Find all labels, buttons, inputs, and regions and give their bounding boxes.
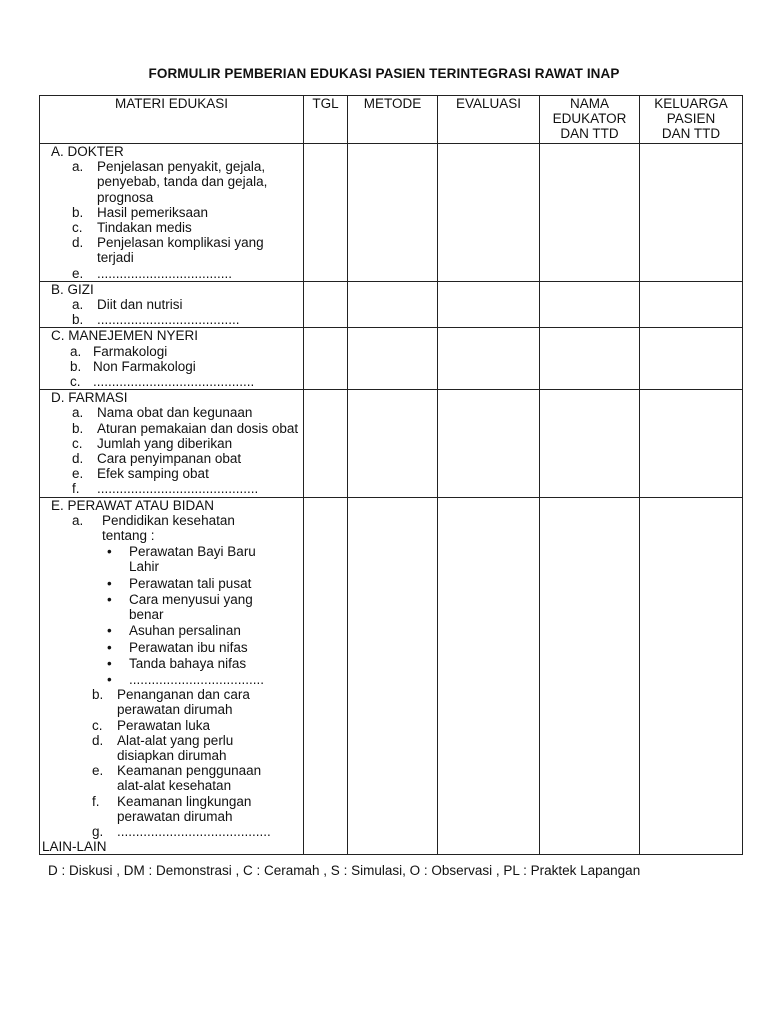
section-row-perawat — [40, 497, 743, 855]
header-materi: MATERI EDUKASI — [40, 96, 304, 144]
list-item: e. Efek samping obat — [72, 466, 209, 482]
list-item: a. Farmakologi — [70, 343, 168, 359]
section-heading-nyeri: C. MANEJEMEN NYERI — [51, 328, 199, 344]
header-keluarga-pasien: KELUARGA PASIEN DAN TTD — [640, 96, 743, 144]
metode-cell[interactable] — [348, 390, 438, 497]
list-item: b. Hasil pemeriksaan — [72, 204, 209, 220]
metode-cell[interactable] — [348, 144, 438, 282]
list-item: a. Nama obat dan kegunaan — [72, 405, 253, 421]
list-item: f. Keamanan lingkungan perawatan dirumah — [92, 793, 252, 824]
keluarga-signature-cell[interactable] — [640, 328, 743, 390]
bullet-item: • Tanda bahaya nifas — [107, 655, 247, 671]
edukator-signature-cell[interactable] — [540, 390, 640, 497]
list-item: a. Diit dan nutrisi — [72, 297, 183, 313]
header-evaluasi: EVALUASI — [438, 96, 540, 144]
section-heading-perawat: E. PERAWAT ATAU BIDAN — [51, 497, 215, 513]
edukator-signature-cell[interactable] — [540, 144, 640, 282]
list-item: c. Tindakan medis — [72, 220, 192, 236]
section-heading-gizi: B. GIZI — [51, 281, 94, 297]
method-legend: D : Diskusi , DM : Demonstrasi , C : Ceramah , S : Simulasi, O : Observasi , PL : Praktek Lapangan — [48, 863, 641, 878]
bullet-item: • Perawatan tali pusat — [107, 575, 252, 591]
bullet-icon: • — [107, 623, 112, 639]
list-item: a. Pendidikan kesehatan tentang : — [72, 512, 235, 544]
bullet-icon: • — [107, 671, 112, 687]
section-row-dokter — [40, 144, 743, 282]
tgl-cell[interactable] — [304, 144, 348, 282]
tgl-cell[interactable] — [304, 281, 348, 328]
metode-cell[interactable] — [348, 281, 438, 328]
bullet-icon: • — [107, 544, 112, 560]
bullet-icon: • — [107, 639, 112, 655]
list-item: f. ........................................... — [72, 481, 259, 497]
section-heading-dokter: A. DOKTER — [51, 144, 124, 159]
edukator-signature-cell[interactable] — [540, 328, 640, 390]
list-item: b. Aturan pemakaian dan dosis obat — [72, 420, 299, 436]
keluarga-signature-cell[interactable] — [640, 497, 743, 855]
bullet-item: • Perawatan Bayi Baru Lahir — [107, 544, 256, 575]
header-row — [40, 96, 743, 144]
evaluasi-cell[interactable] — [438, 497, 540, 855]
tgl-cell[interactable] — [304, 328, 348, 390]
section-row-farmasi — [40, 390, 743, 497]
bullet-item: • Cara menyusui yang benar — [107, 591, 253, 623]
list-item: c. Perawatan luka — [92, 717, 211, 733]
bullet-item: • Perawatan ibu nifas — [107, 639, 248, 655]
evaluasi-cell[interactable] — [438, 390, 540, 497]
list-item: b. Non Farmakologi — [70, 358, 196, 374]
edukator-signature-cell[interactable] — [540, 281, 640, 328]
list-item: c. ........................................... — [70, 374, 255, 390]
lain-lain-label: LAIN-LAIN — [42, 839, 107, 855]
bullet-icon: • — [107, 591, 112, 607]
list-item: a. Penjelasan penyakit, gejala, penyebab, tanda dan gejala, prognosa — [72, 159, 268, 205]
keluarga-signature-cell[interactable] — [640, 144, 743, 282]
tgl-cell[interactable] — [304, 390, 348, 497]
tgl-cell[interactable] — [304, 497, 348, 855]
metode-cell[interactable] — [348, 497, 438, 855]
list-item: e. Keamanan penggunaan alat-alat kesehatan — [92, 763, 262, 794]
list-item: g. ......................................... — [92, 823, 271, 839]
section-row-gizi — [40, 281, 743, 328]
header-nama-edukator: NAMA EDUKATOR DAN TTD — [540, 96, 640, 144]
section-row-nyeri — [40, 328, 743, 390]
section-heading-farmasi: D. FARMASI — [51, 390, 128, 406]
evaluasi-cell[interactable] — [438, 328, 540, 390]
education-form-table — [39, 95, 743, 855]
list-item: d. Alat-alat yang perlu disiapkan dirumah — [92, 732, 234, 763]
bullet-item: • .................................... — [107, 671, 265, 687]
keluarga-signature-cell[interactable] — [640, 281, 743, 328]
list-item: b. Penanganan dan cara perawatan dirumah — [92, 687, 250, 718]
keluarga-signature-cell[interactable] — [640, 390, 743, 497]
bullet-item: • Asuhan persalinan — [107, 623, 241, 639]
edukator-signature-cell[interactable] — [540, 497, 640, 855]
list-item: e. .................................... — [72, 265, 233, 281]
header-metode: METODE — [348, 96, 438, 144]
metode-cell[interactable] — [348, 328, 438, 390]
form-title: FORMULIR PEMBERIAN EDUKASI PASIEN TERINTEGRASI RAWAT INAP — [148, 66, 620, 81]
bullet-icon: • — [107, 655, 112, 671]
list-item: b. ...................................... — [72, 312, 240, 328]
evaluasi-cell[interactable] — [438, 144, 540, 282]
bullet-icon: • — [107, 575, 112, 591]
list-item: c. Jumlah yang diberikan — [72, 435, 233, 451]
list-item: d. Cara penyimpanan obat — [72, 451, 242, 467]
evaluasi-cell[interactable] — [438, 281, 540, 328]
list-item: d. Penjelasan komplikasi yang terjadi — [72, 235, 264, 266]
header-tgl: TGL — [304, 96, 348, 144]
